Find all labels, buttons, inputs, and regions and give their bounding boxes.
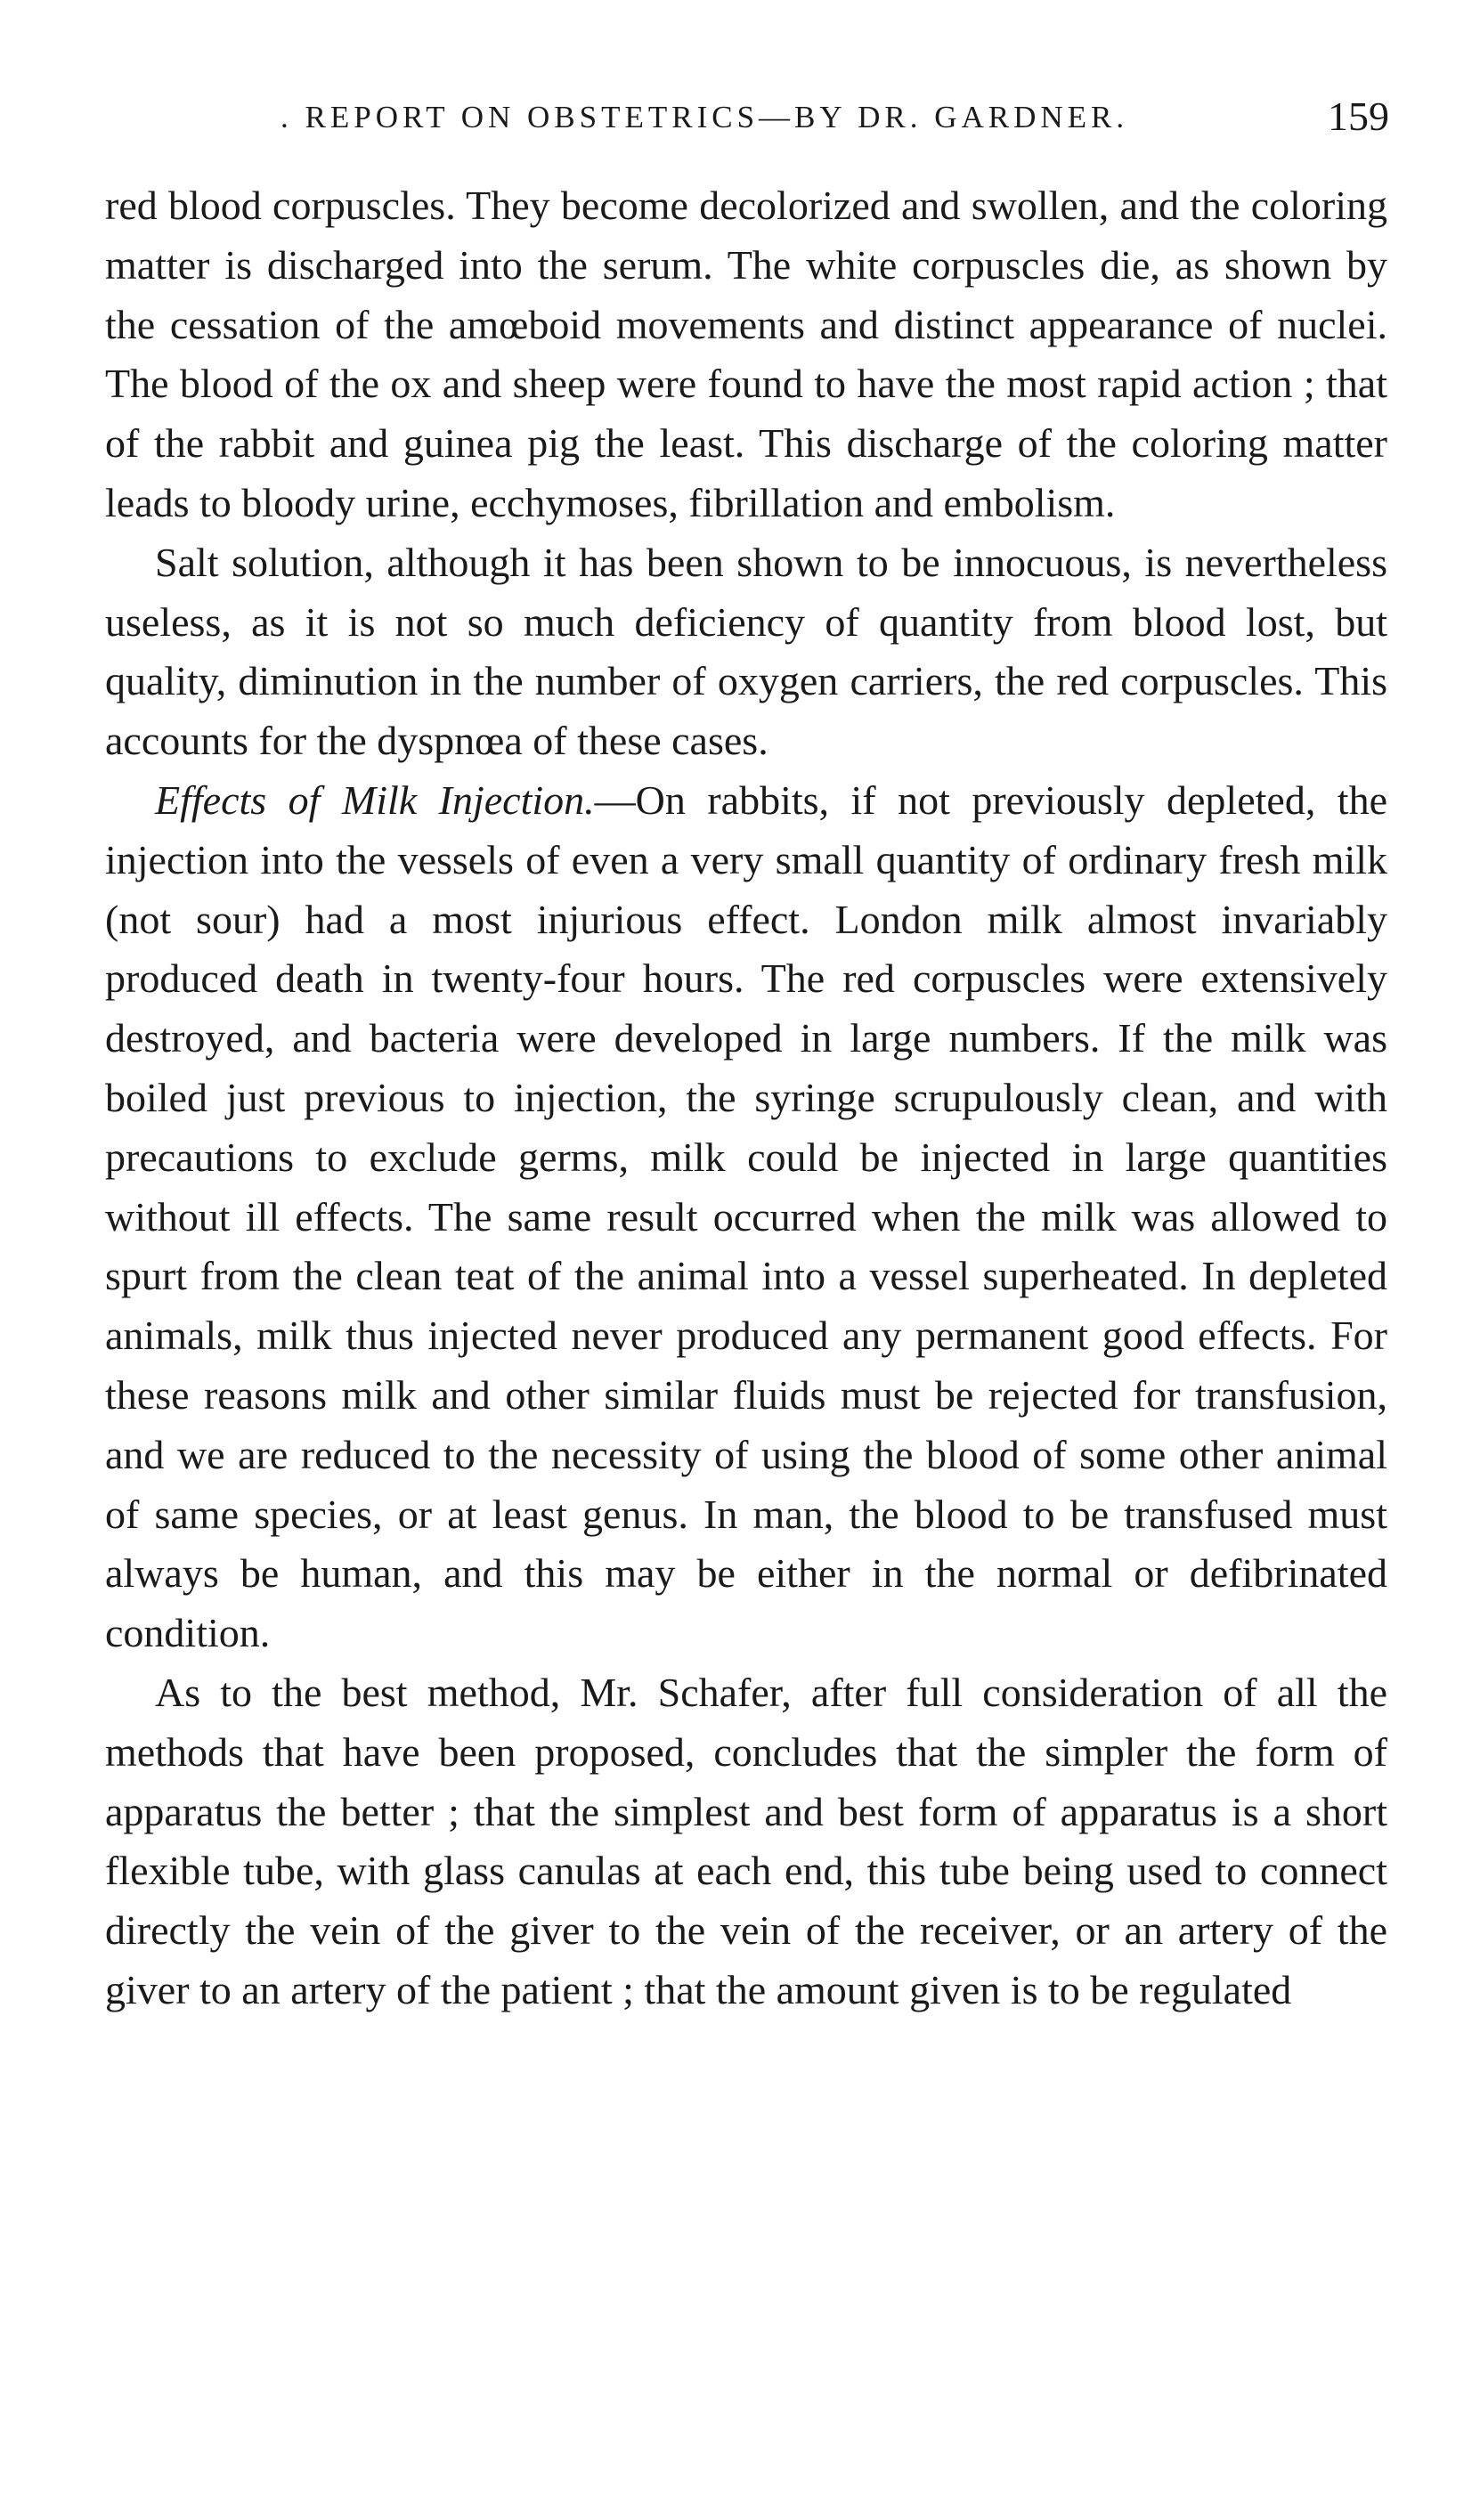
paragraph-1: red blood corpuscles. They become decolorized and swollen, and the coloring matter is discharged into the serum. The white corpuscles die, as shown by the cessation of the amœboid movements and distinct appearance of nuclei. The blood of the ox and sheep were found to have the most rapid action ; that of the rabbit and guinea pig the least. This discharge of the coloring matter leads to bloody urine, ecchymoses, fibrillation and embolism. — [105, 183, 1387, 525]
page-header — [107, 91, 1389, 144]
running-title: . REPORT ON OBSTETRICS—BY DR. GARDNER. — [281, 100, 1129, 134]
page-number: 159 — [1328, 93, 1389, 139]
paragraph-3 — [105, 771, 1387, 1663]
paragraph-3-text: —On rabbits, if not previously depleted, the injection into the vessels of even a very small quantity of ordinary fresh milk (not sour) had a most injurious effect. London milk almost invariably produced death in twenty-four hours. The red corpuscles were extensively destroyed, and bacteria were developed in large numbers. If the milk was boiled just previous to injection, the syringe scrupulously clean, and with precautions to exclude germs, milk could be injected in large quantities without ill effects. The same result occurred when the milk was allowed to spurt from the clean teat of the animal into a vessel superheated. In depleted animals, milk thus injected never produced any permanent good effects. For these reasons milk and other similar fluids must be rejected for transfusion, and we are reduced to the necessity of using the blood of some other animal of same species, or at least genus. In man, the blood to be transfused must always be human, and this may be either in the normal or defibrinated condition. — [105, 776, 1387, 1656]
section-heading: Effects of Milk Injection. — [155, 776, 595, 823]
body-text — [105, 176, 1387, 2020]
paragraph-4: As to the best method, Mr. Schafer, after full consideration of all the methods that have been proposed, concludes that the simpler the form of apparatus the better ; that the simplest and best form of apparatus is a short flexible tube, with glass canulas at each end, this tube being used to connect directly the vein of the giver to the vein of the receiver, or an artery of the giver to an artery of the patient ; that the amount given is to be regulated — [105, 1669, 1387, 2012]
paragraph-2: Salt solution, although it has been shown to be innocuous, is nevertheless useless, as it is not so much deficiency of quantity from blood lost, but quality, diminution in the number of oxygen carriers, the red corpuscles. This accounts for the dyspnœa of these cases. — [105, 539, 1387, 764]
